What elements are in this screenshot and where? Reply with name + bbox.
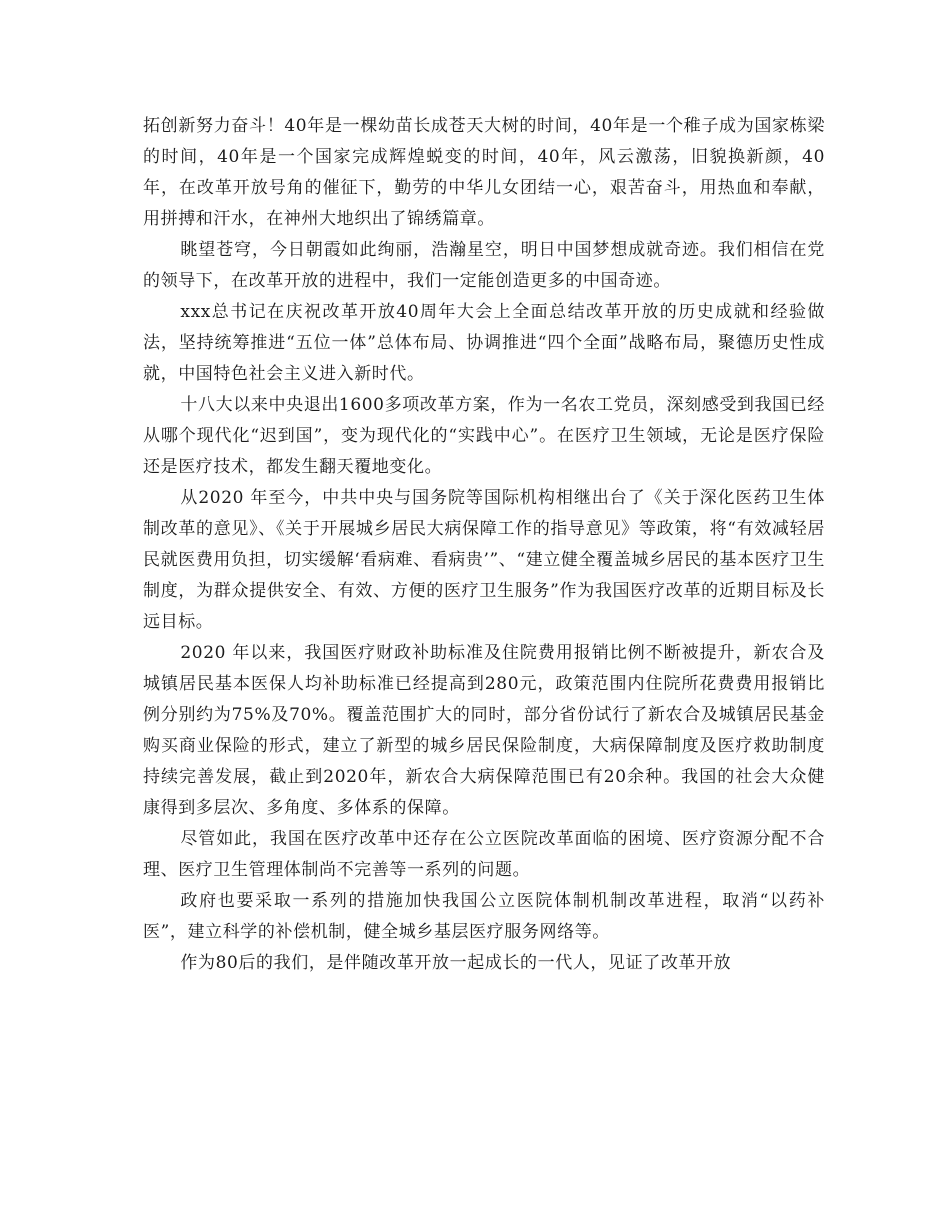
- paragraph-5: 从2020 年至今，中共中央与国务院等国际机构相继出台了《关于深化医药卫生体制改革的意见》、《关于开展城乡居民大病保障工作的指导意见》等政策，将“有效减轻居民就医费用负担，切实缓解‘看病难、看病贵’”、“建立健全覆盖城乡居民的基本医疗卫生制度，为群众提供安全、有效、方便的医疗卫生服务”作为我国医疗改革的近期目标及长远目标。: [143, 488, 825, 632]
- paragraph-4: 十八大以来中央退出1600多项改革方案，作为一名农工党员，深刻感受到我国已经从哪个现代化“迟到国”，变为现代化的“实践中心”。在医疗卫生领域，无论是医疗保险还是医疗技术，都发生翻天覆地变化。: [143, 395, 825, 477]
- paragraph-8: 政府也要采取一系列的措施加快我国公立医院体制机制改革进程，取消“以药补医”，建立科学的补偿机制，健全城乡基层医疗服务网络等。: [143, 891, 825, 942]
- paragraph-6: 2020 年以来，我国医疗财政补助标准及住院费用报销比例不断被提升，新农合及城镇居民基本医保人均补助标准已经提高到280元，政策范围内住院所花费费用报销比例分别约为75%及70%。覆盖范围扩大的同时，部分省份试行了新农合及城镇居民基金购买商业保险的形式，建立了新型的城乡居民保险制度，大病保障制度及医疗救助制度持续完善发展，截止到2020年，新农合大病保障范围已有20余种。我国的社会大众健康得到多层次、多角度、多体系的保障。: [143, 643, 825, 818]
- paragraph-7: 尽管如此，我国在医疗改革中还存在公立医院改革面临的困境、医疗资源分配不合理、医疗卫生管理体制尚不完善等一系列的问题。: [143, 829, 825, 880]
- paragraph-1: 拓创新努力奋斗！40年是一棵幼苗长成苍天大树的时间，40年是一个稚子成为国家栋梁的时间，40年是一个国家完成辉煌蜕变的时间，40年，风云激荡，旧貌换新颜，40年，在改革开放号角的催征下，勤劳的中华儿女团结一心，艰苦奋斗，用热血和奉献，用拼搏和汗水，在神州大地织出了锦绣篇章。: [143, 116, 825, 229]
- paragraph-3: xxx总书记在庆祝改革开放40周年大会上全面总结改革开放的历史成就和经验做法，坚持统筹推进“五位一体”总体布局、协调推进“四个全面”战略布局，聚德历史性成就，中国特色社会主义进入新时代。: [143, 302, 825, 384]
- paragraph-2: 眺望苍穹，今日朝霞如此绚丽，浩瀚星空，明日中国梦想成就奇迹。我们相信在党的领导下，在改革开放的进程中，我们一定能创造更多的中国奇迹。: [143, 240, 825, 291]
- paragraph-9: 作为80后的我们，是伴随改革开放一起成长的一代人，见证了改革开放: [180, 953, 732, 973]
- document-body: [143, 111, 825, 979]
